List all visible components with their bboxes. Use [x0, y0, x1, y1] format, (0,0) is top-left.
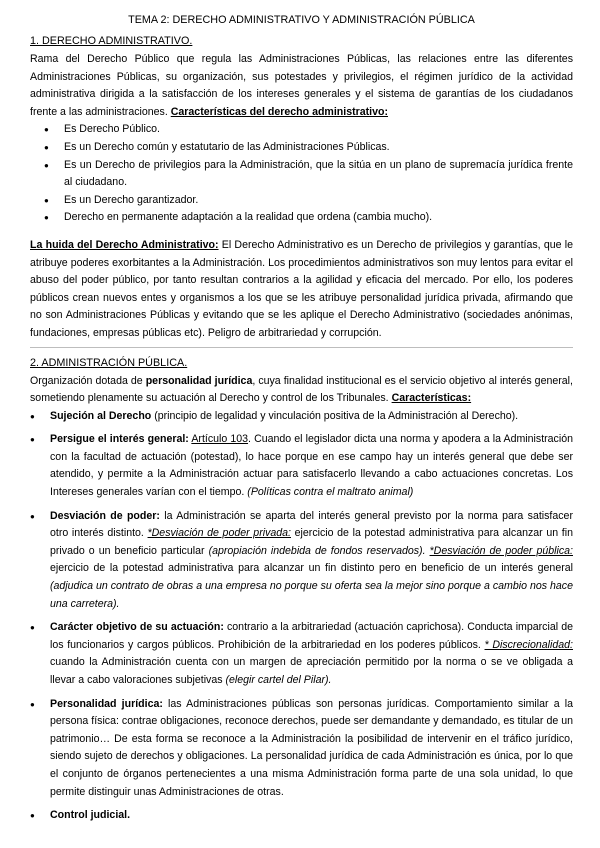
list-item	[30, 807, 573, 825]
huida-text: El Derecho Administrativo es un Derecho de privilegios y garantías, que le atribuye poderes exorbitantes a la Administración. Los procedimientos administrativos son muy lentos para evitar el abuso del poder público, por tanto resultan contrarios a la agilidad y eficacia del mercado. Por ello, los poderes públicos crean nuevos entes y organismos a los que se les atribuye personalidad jurídica privada, afirmando que no son Administraciones Públicas y evitando que se les aplique el Derecho Administrativo (sociedades anónimas, fundaciones, empresas públicas etc). Peligro de arbitrariedad y corrupción.	[30, 238, 573, 339]
item-text: la Administración se aparta del interés general previsto por la norma para satisfacer otro interés distinto.	[50, 509, 573, 540]
huida-paragraph	[30, 237, 573, 343]
sub-text: ejercicio de la potestad administrativa para alcanzar un fin privado o un beneficio particular	[50, 527, 573, 557]
sub-label: *Desviación de poder pública:	[429, 544, 573, 557]
sub-text: cuando la Administración cuenta con un margen de apreciación permitido por la norma o se ve obligada a llevar a cabo valoraciones subjetivas	[50, 656, 573, 686]
list-item: ● Es Derecho Público.	[30, 121, 573, 139]
item-label: Carácter objetivo de su actuación:	[50, 621, 224, 634]
item-example: (adjudica un contrato de obras a una empresa no porque su oferta sea la mejor sino porque a cambio nos hace una carretera).	[50, 580, 573, 610]
item-example: (elegir cartel del Pilar).	[225, 674, 332, 686]
list-item	[30, 431, 573, 501]
item-example: (apropiación indebida de fondos reservados).	[208, 544, 426, 557]
section-2-intro-text-a: Organización dotada de	[30, 374, 143, 387]
section-2-characteristics-list	[30, 408, 573, 825]
sub-label: *Desviación de poder privada:	[147, 527, 291, 540]
section-2-heading: 2. ADMINISTRACIÓN PÚBLICA.	[30, 356, 188, 369]
section-1-heading: 1. DERECHO ADMINISTRATIVO.	[30, 35, 193, 47]
section-1-intro	[30, 51, 573, 121]
list-item: ● Es un Derecho de privilegios para la Administración, que la sitúa en un plano de supremacía jurídica frente al ciudadano.	[30, 157, 573, 192]
section-2-intro-text-b: , cuya finalidad institucional es el servicio objetivo al interés general, sometiendo plenamente su actuación al Derecho y control de los Tribunales.	[30, 374, 573, 405]
list-item	[30, 408, 573, 426]
item-text: contrario a la arbitrariedad (actuación caprichosa). Conducta imparcial de los funcionarios y cargos públicos. Prohibición de la arbitrariedad en los poderes públicos.	[50, 621, 573, 651]
item-text: . Cuando el legislador dicta una norma y apodera a la Administración con la facultad de actuación (potestad), lo hace porque en ese campo hay un interés general que debe ser atendido, y permite a la Administración actuar para satisfacerlo llevando a cabo actuaciones concretas. Los Intereses generales varían con el tiempo.	[50, 433, 573, 499]
document-page	[30, 14, 573, 825]
item-label: Control judicial.	[50, 809, 131, 822]
section-2-intro-bold: personalidad jurídica	[145, 374, 253, 387]
item-text: las Administraciones públicas son personas jurídicas. Comportamiento similar a la persona física: contrae obligaciones, reconoce derechos, puede ser demandante y demandado, es titular de un patrimonio… De esta forma se reconoce a la Administración la posibilidad de intervenir en el tráfico jurídico, siendo sujeto de derechos y obligaciones. La personalidad jurídica de cada Administración es única, por lo que el conjunto de órganos pertenecientes a una misma Administración forma parte de una sola unidad, lo que permite distinguir unas Administraciones de otras.	[50, 697, 573, 798]
list-item	[30, 696, 573, 802]
list-item: ● Derecho en permanente adaptación a la realidad que ordena (cambia mucho).	[30, 209, 573, 227]
list-item	[30, 508, 573, 614]
item-label: Personalidad jurídica:	[50, 697, 163, 710]
section-2-intro	[30, 373, 573, 408]
list-item	[30, 619, 573, 689]
item-example: (Políticas contra el maltrato animal)	[247, 486, 414, 499]
section-2-characteristics-label: Características:	[391, 392, 472, 405]
sub-label: * Discrecionalidad:	[484, 638, 573, 651]
list-item: ● Es un Derecho común y estatutario de las Administraciones Públicas.	[30, 139, 573, 157]
item-label: Persigue el interés general:	[50, 433, 189, 446]
section-1-characteristics-label: Características del derecho administrativo:	[170, 105, 389, 118]
section-1-intro-text: Rama del Derecho Público que regula las Administraciones Públicas, las relaciones entre las diferentes Administraciones Públicas, su organización, sus potestades y privilegios, el régimen jurídico de la actividad administrativa dirigida a la satisfacción de los intereses generales y el sistema de garantías de los ciudadanos frente a las administraciones.	[30, 53, 573, 118]
document-title: TEMA 2: DERECHO ADMINISTRATIVO Y ADMINISTRACIÓN PÚBLICA	[128, 14, 475, 26]
item-label: Desviación de poder:	[50, 509, 160, 522]
huida-label: La huida del Derecho Administrativo:	[30, 238, 219, 251]
list-item: ● Es un Derecho garantizador.	[30, 192, 573, 210]
sub-text: ejercicio de la potestad administrativa para alcanzar un fin distinto pero en beneficio de un interés general	[50, 562, 573, 575]
section-1-characteristics-list	[30, 121, 573, 227]
item-text: (principio de legalidad y vinculación positiva de la Administración al Derecho).	[151, 409, 519, 422]
item-label: Sujeción al Derecho	[50, 409, 152, 422]
article-reference: Artículo 103	[191, 433, 249, 446]
section-divider	[30, 347, 573, 348]
